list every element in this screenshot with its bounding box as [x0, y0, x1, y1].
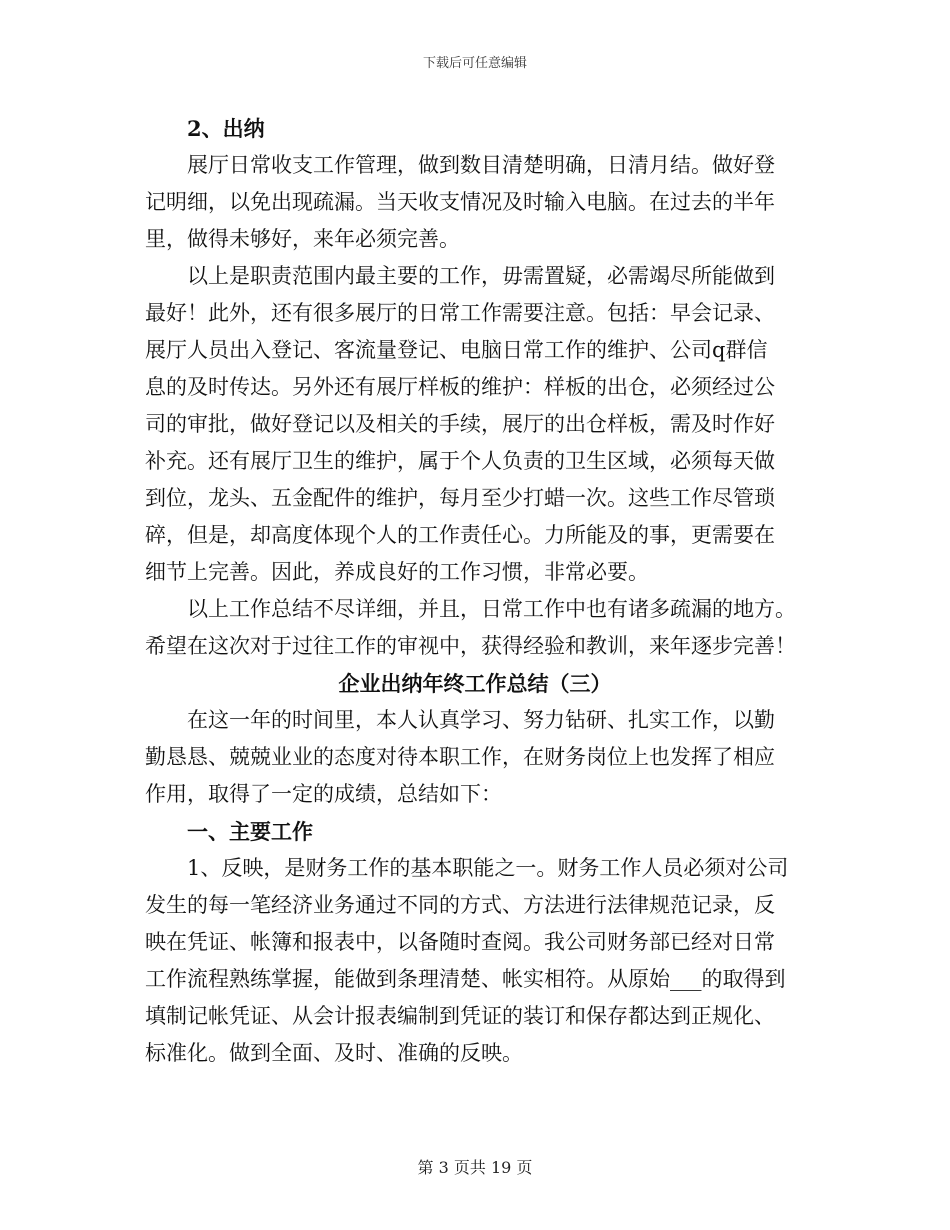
text-line: 映在凭证、帐簿和报表中，以备随时查阅。我公司财务部已经对日常 [145, 930, 775, 954]
text-line: 补充。还有展厅卫生的维护，属于个人负责的卫生区域，必须每天做 [145, 449, 775, 473]
text-line: 息的及时传达。另外还有展厅样板的维护：样板的出仓，必须经过公 [145, 375, 775, 399]
text-line: 2、出纳 [187, 116, 265, 141]
text-line: 填制记帐凭证、从会计报表编制到凭证的装订和保存都达到正规化、 [145, 1004, 775, 1028]
text-line: 到位，龙头、五金配件的维护，每月至少打蜡一次。这些工作尽管琐 [145, 486, 775, 510]
text-line: 以上是职责范围内最主要的工作，毋需置疑，必需竭尽所能做到 [187, 264, 775, 288]
text-line: 展厅人员出入登记、客流量登记、电脑日常工作的维护、公司q群信 [145, 338, 768, 362]
text-line: 标准化。做到全面、及时、准确的反映。 [145, 1041, 523, 1065]
document-body [145, 110, 805, 1072]
text-line: 作用，取得了一定的成绩，总结如下： [145, 782, 502, 806]
text-line: 希望在这次对于过往工作的审视中，获得经验和教训，来年逐步完善！ [145, 634, 796, 658]
text-line: 以上工作总结不尽详细，并且，日常工作中也有诸多疏漏的地方。 [187, 597, 796, 621]
text-line: 1、反映，是财务工作的基本职能之一。财务工作人员必须对公司 [187, 856, 789, 880]
text-line: 最好！此外，还有很多展厅的日常工作需要注意。包括：早会记录、 [145, 301, 775, 325]
text-line: 里，做得未够好，来年必须完善。 [145, 227, 460, 251]
section-title: 企业出纳年终工作总结（三） [338, 671, 612, 696]
text-line: 发生的每一笔经济业务通过不同的方式、方法进行法律规范记录，反 [145, 893, 775, 917]
subheading: 一、主要工作 [187, 819, 313, 844]
text-line: 展厅日常收支工作管理，做到数目清楚明确，日清月结。做好登 [187, 153, 775, 177]
text-line: 工作流程熟练掌握，能做到条理清楚、帐实相符。从原始___的取得到 [145, 967, 786, 991]
text-line: 细节上完善。因此，养成良好的工作习惯，非常必要。 [145, 560, 649, 584]
text-line: 司的审批，做好登记以及相关的手续，展厅的出仓样板，需及时作好 [145, 412, 775, 436]
page-footer: 第 3 页共 19 页 [417, 1158, 533, 1177]
text-line: 勤恳恳、兢兢业业的态度对待本职工作，在财务岗位上也发挥了相应 [145, 745, 775, 769]
text-line: 碎，但是，却高度体现个人的工作责任心。力所能及的事，更需要在 [145, 523, 775, 547]
page-header: 下载后可任意编辑 [422, 56, 527, 71]
text-line: 记明细，以免出现疏漏。当天收支情况及时输入电脑。在过去的半年 [145, 190, 775, 214]
text-line: 在这一年的时间里，本人认真学习、努力钻研、扎实工作，以勤 [187, 708, 775, 732]
